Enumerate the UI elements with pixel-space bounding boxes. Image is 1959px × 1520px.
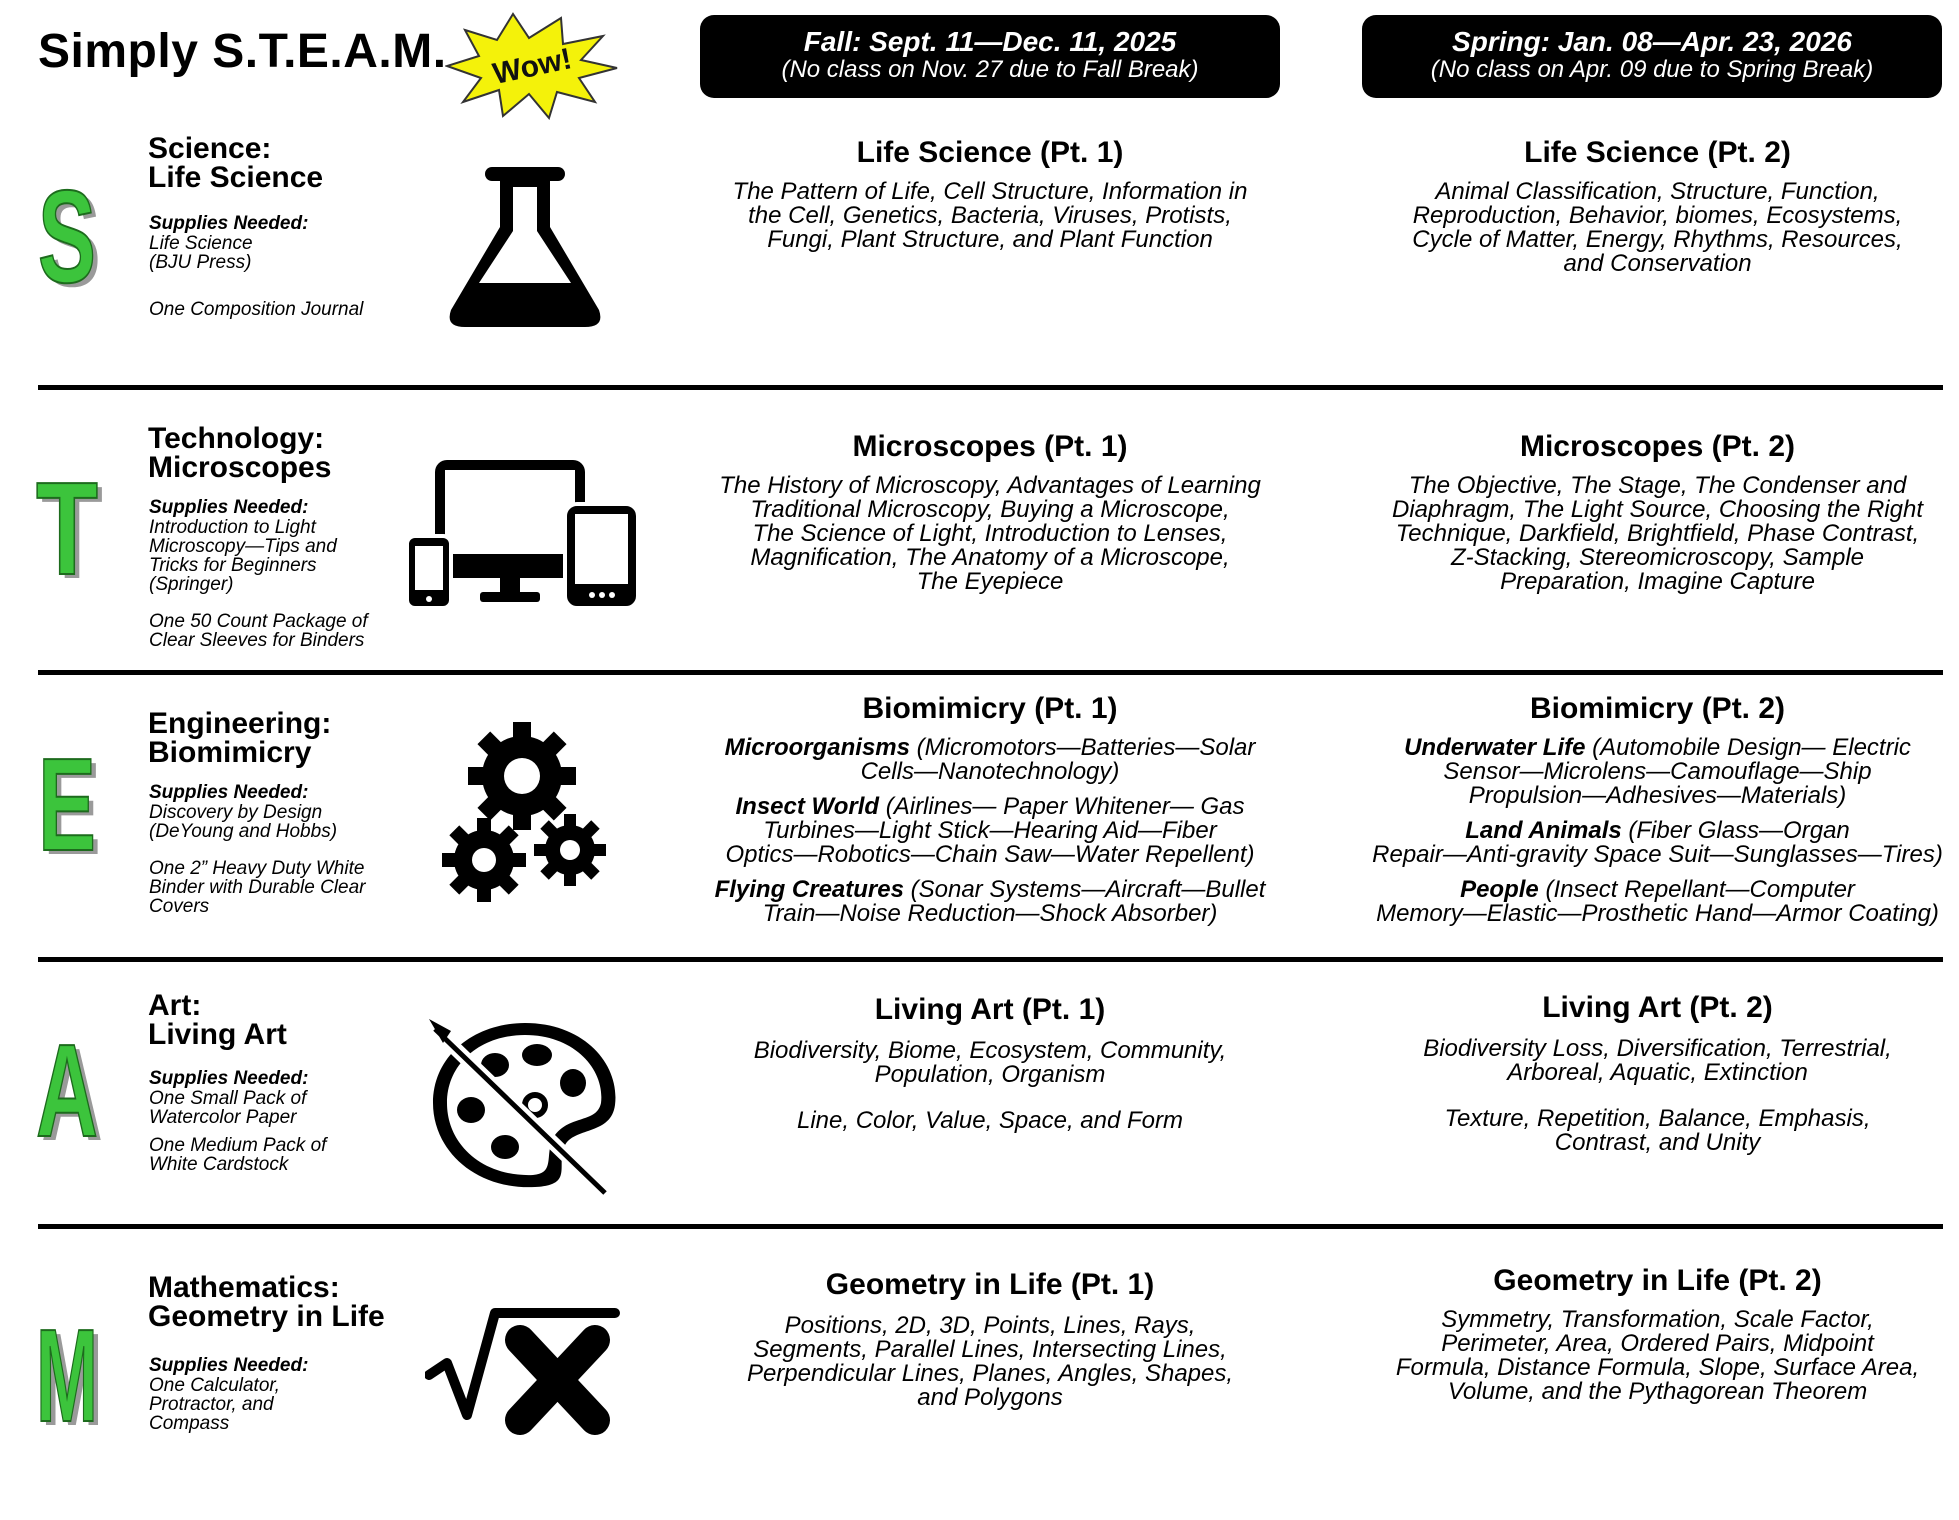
letter-m (34, 1307, 104, 1437)
letter-t (34, 460, 104, 590)
gears-icon (440, 720, 610, 905)
fall-topic-description: Biodiversity, Biome, Ecosystem, Community, Population, Organism Line, Color, Value, Space, and Form (753, 1037, 1227, 1134)
supplies-label: Supplies Needed: (149, 1068, 309, 1089)
supplies-label: Supplies Needed: (149, 497, 309, 518)
spring-topic-description: Biodiversity Loss, Diversification, Terrestrial, Arboreal, Aquatic, Extinction Texture, Repetition, Balance, Emphasis, Contrast, and Unity (1423, 1035, 1892, 1156)
wow-starburst-badge (445, 10, 620, 120)
spring-term-banner (1362, 15, 1942, 98)
fall-topic-description: The History of Microscopy, Advantages of Learning Traditional Microscopy, Buying a Microscope, The Science of Light, Introduction to Lenses, Magnification, The Anatomy of a Microscope, The Eyepiece (719, 472, 1261, 595)
spring-topic-description: Animal Classification, Structure, Function, Reproduction, Behavior, biomes, Ecosystems, Cycle of Matter, Energy, Rhythms, Resources, and Conservation (1412, 178, 1903, 277)
supplies-list: One Calculator, Protractor, and Compass (149, 1375, 280, 1434)
page-title: Simply S.T.E.A.M. (38, 25, 447, 78)
subject-heading-math: Mathematics: Geometry in Life (148, 1271, 385, 1333)
svg-text:S: S (43, 168, 101, 298)
fall-topic-title: Microscopes (Pt. 1) (852, 430, 1128, 463)
fall-term-note: (No class on Nov. 27 due to Fall Break) (781, 56, 1199, 83)
fall-term-banner (700, 15, 1280, 98)
supplies-label: Supplies Needed: (149, 782, 309, 803)
subject-heading-technology: Technology: Microscopes (148, 422, 332, 484)
supplies-list-secondary: One Composition Journal (149, 299, 364, 320)
svg-text:T: T (41, 460, 103, 590)
svg-text:A: A (36, 1022, 98, 1152)
fall-topic-title: Geometry in Life (Pt. 1) (825, 1268, 1155, 1301)
svg-text:M: M (36, 1307, 98, 1437)
spring-term-note: (No class on Apr. 09 due to Spring Break) (1430, 56, 1874, 83)
spring-topic-title: Biomimicry (Pt. 2) (1529, 692, 1786, 725)
supplies-list: Life Science (BJU Press) (149, 233, 253, 273)
spring-topic-title: Life Science (Pt. 2) (1524, 136, 1791, 169)
supplies-list-secondary: One 50 Count Package of Clear Sleeves for Binders (149, 611, 368, 651)
fall-topic-title: Life Science (Pt. 1) (856, 136, 1124, 169)
subject-heading-art: Art: Living Art (148, 989, 287, 1051)
svg-text:E: E (43, 736, 101, 866)
spring-topic-description: Symmetry, Transformation, Scale Factor, Perimeter, Area, Ordered Pairs, Midpoint Formula, Distance Formula, Slope, Surface Area, Volume, and the Pythagorean Theorem (1395, 1306, 1920, 1405)
svg-text:E: E (38, 736, 96, 866)
wow-text: Wow! (489, 42, 575, 91)
spring-topic-title: Microscopes (Pt. 2) (1519, 430, 1796, 463)
row-divider (38, 385, 1943, 390)
letter-s (34, 168, 104, 298)
supplies-list: Introduction to Light Microscopy—Tips and Tricks for Beginners (Springer) (149, 517, 337, 595)
fall-topic-title: Biomimicry (Pt. 1) (862, 692, 1118, 725)
svg-text:A: A (41, 1022, 103, 1152)
spring-topic-title: Geometry in Life (Pt. 2) (1493, 1264, 1822, 1297)
supplies-list-secondary: One 2” Heavy Duty White Binder with Durable Clear Covers (149, 858, 366, 917)
square-root-x-icon (425, 1305, 620, 1435)
palette-icon (425, 1015, 620, 1195)
flask-icon (445, 165, 605, 330)
svg-text:M: M (41, 1307, 103, 1437)
row-divider (38, 957, 1943, 962)
fall-term-dates: Fall: Sept. 11—Dec. 11, 2025 (803, 26, 1177, 57)
letter-e (34, 736, 104, 866)
subject-heading-science: Science: Life Science (148, 132, 324, 194)
spring-topic-title: Living Art (Pt. 2) (1542, 991, 1773, 1024)
fall-topic-description: Microorganisms (Micromotors—Batteries—Solar Cells—Nanotechnology) Insect World (Airlines— Paper Whitener— Gas Turbines—Light Stick—Hearing Aid—Fiber Optics—Robotics—Chain Saw—Water Repellent) Flying Creatures (Sonar Systems—Aircraft—Bullet Train—Noise Reduction—Shock Absorber) (714, 734, 1266, 927)
supplies-list: One Small Pack of Watercolor Paper (149, 1088, 307, 1128)
supplies-label: Supplies Needed: (149, 213, 309, 234)
fall-topic-description: The Pattern of Life, Cell Structure, Information in the Cell, Genetics, Bacteria, Viruses, Protists, Fungi, Plant Structure, and Plant Function (732, 178, 1248, 253)
spring-term-dates: Spring: Jan. 08—Apr. 23, 2026 (1452, 26, 1852, 57)
supplies-list: Discovery by Design (DeYoung and Hobbs) (149, 802, 338, 842)
row-divider (38, 1224, 1943, 1229)
svg-text:T: T (36, 460, 98, 590)
devices-icon (405, 458, 640, 610)
fall-topic-title: Living Art (Pt. 1) (874, 993, 1106, 1026)
letter-a (34, 1022, 104, 1152)
svg-text:S: S (38, 168, 96, 298)
supplies-list-secondary: One Medium Pack of White Cardstock (149, 1135, 327, 1175)
spring-topic-description: The Objective, The Stage, The Condenser and Diaphragm, The Light Source, Choosing the Right Technique, Darkfield, Brightfield, Phase Contrast, Z-Stacking, Stereomicroscopy, Sample Preparation, Imagine Capture (1392, 472, 1923, 595)
row-divider (38, 670, 1943, 675)
subject-heading-engineering: Engineering: Biomimicry (148, 707, 332, 769)
fall-topic-description: Positions, 2D, 3D, Points, Lines, Rays, Segments, Parallel Lines, Intersecting Lines, Perpendicular Lines, Planes, Angles, Shapes, and Polygons (746, 1312, 1234, 1411)
spring-topic-description: Underwater Life (Automobile Design— Electric Sensor—Microlens—Camouflage—Ship Propulsion—Adhesives—Materials) Land Animals (Fiber Glass—Organ Repair—Anti-gravity Space Suit—Sunglasses—Tires) People (Insect Repellant—Computer Memory—Elastic—Prosthetic Hand—Armor Coating) (1372, 734, 1943, 927)
supplies-label: Supplies Needed: (149, 1355, 309, 1376)
